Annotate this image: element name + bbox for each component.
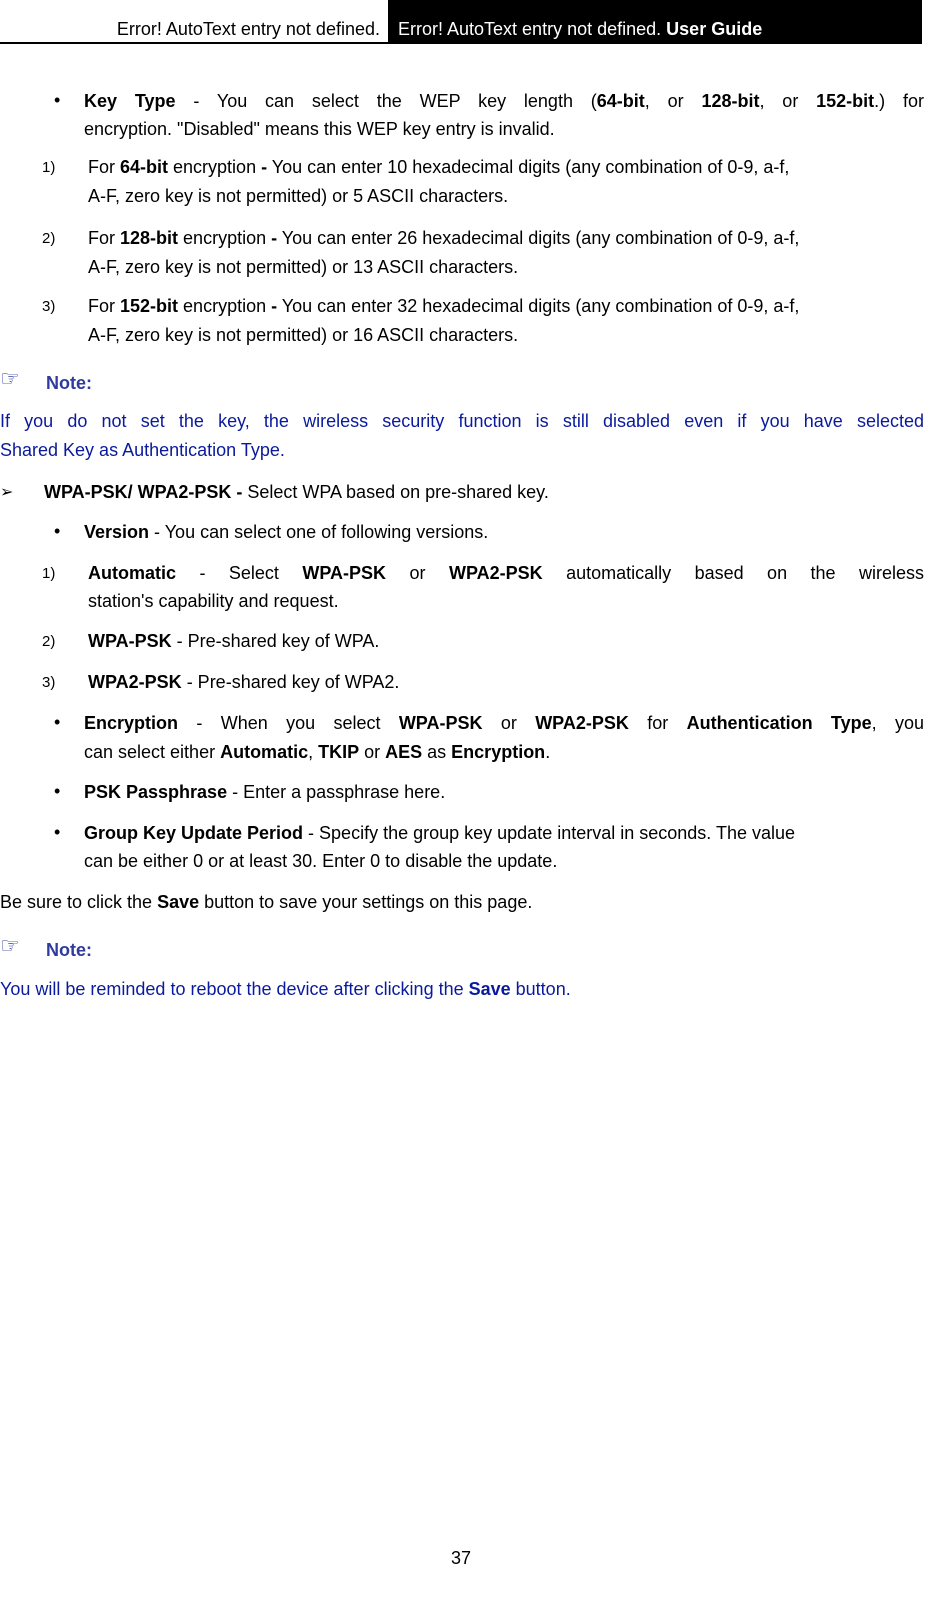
note1-line2: Shared Key as Authentication Type.	[0, 440, 285, 460]
key-item-152: For 152-bit encryption - You can enter 32 hexadecimal digits (any combination of 0-9, a-f,	[88, 296, 800, 316]
psk-passphrase-line: PSK Passphrase - Enter a passphrase here.	[84, 782, 446, 802]
wpa-psk-heading: WPA-PSK/ WPA2-PSK - Select WPA based on pre-shared key.	[44, 482, 549, 502]
list-number: 1)	[42, 565, 56, 582]
key-type-line1: Key Type - You can select the WEP key length (64-bit, or 128-bit, or 152-bit.) for	[84, 91, 924, 111]
pointing-hand-icon: ☞	[0, 366, 20, 391]
encryption-line2: can select either Automatic, TKIP or AES as Encryption.	[84, 742, 551, 762]
bullet-dot-icon: •	[54, 712, 61, 732]
list-number: 2)	[42, 633, 56, 650]
bullet-dot-icon: •	[54, 90, 61, 110]
key-item-64: For 64-bit encryption - You can enter 10 hexadecimal digits (any combination of 0-9, a-f,	[88, 157, 790, 177]
key-item-152-line2: A-F, zero key is not permitted) or 16 ASCII characters.	[88, 325, 519, 345]
list-number: 3)	[42, 298, 56, 315]
note2-line: You will be reminded to reboot the device after clicking the Save button.	[0, 979, 571, 999]
header-left: Error! AutoText entry not defined.	[0, 0, 388, 44]
group-key-line1: Group Key Update Period - Specify the group key update interval in seconds. The value	[84, 823, 796, 843]
version-automatic-line2: station's capability and request.	[88, 591, 339, 611]
key-type-line2: encryption. "Disabled" means this WEP key entry is invalid.	[84, 119, 555, 139]
arrowhead-icon: ➢	[0, 484, 14, 501]
version-wpa-psk: WPA-PSK - Pre-shared key of WPA.	[88, 631, 380, 651]
bullet-dot-icon: •	[54, 822, 61, 842]
list-number: 1)	[42, 159, 56, 176]
note-title: Note:	[46, 373, 92, 393]
list-number: 2)	[42, 230, 56, 247]
version-wpa2-psk: WPA2-PSK - Pre-shared key of WPA2.	[88, 672, 400, 692]
note-title: Note:	[46, 940, 92, 960]
pointing-hand-icon: ☞	[0, 933, 20, 958]
encryption-line1: Encryption - When you select WPA-PSK or WPA2-PSK for Authentication Type, you	[84, 713, 924, 733]
version-line: Version - You can select one of following versions.	[84, 522, 489, 542]
group-key-line2: can be either 0 or at least 30. Enter 0 to disable the update.	[84, 851, 558, 871]
list-number: 3)	[42, 674, 56, 691]
version-automatic: Automatic - Select WPA-PSK or WPA2-PSK automatically based on the wireless	[88, 563, 925, 583]
bullet-dot-icon: •	[54, 521, 61, 541]
page-number: 37	[450, 1548, 472, 1568]
note1-line1: If you do not set the key, the wireless security function is still disabled even if you have selected	[0, 411, 924, 431]
key-item-64-line2: A-F, zero key is not permitted) or 5 ASCII characters.	[88, 186, 509, 206]
page-header	[0, 0, 922, 44]
save-instruction: Be sure to click the Save button to save your settings on this page.	[0, 892, 533, 912]
bullet-dot-icon: •	[54, 781, 61, 801]
key-item-128-line2: A-F, zero key is not permitted) or 13 ASCII characters.	[88, 257, 519, 277]
header-right: Error! AutoText entry not defined. User Guide	[388, 0, 922, 44]
key-item-128: For 128-bit encryption - You can enter 26 hexadecimal digits (any combination of 0-9, a-f,	[88, 228, 800, 248]
